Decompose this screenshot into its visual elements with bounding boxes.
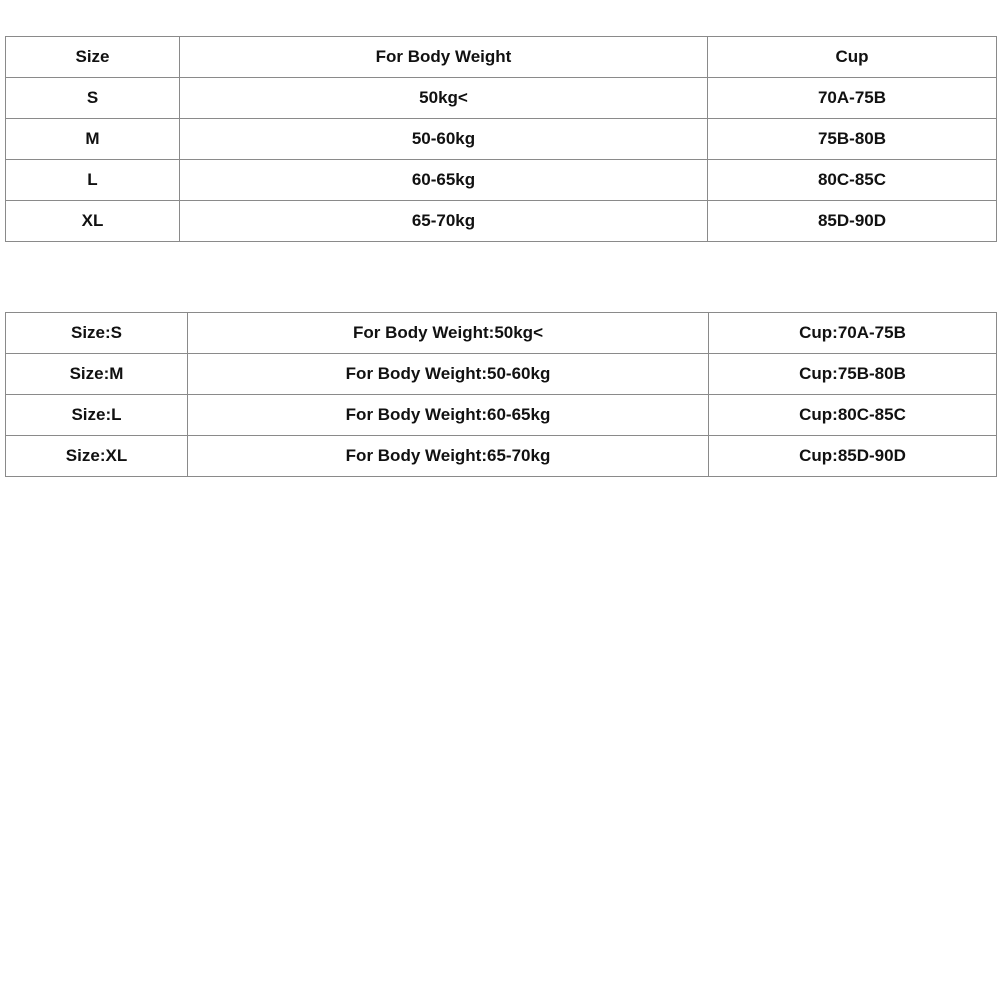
weight-cell: 65-70kg [180, 201, 708, 242]
weight-cell: 50-60kg [180, 119, 708, 160]
cup-cell: 80C-85C [708, 160, 997, 201]
size-cell: Size:L [6, 395, 188, 436]
size-cell: S [6, 78, 180, 119]
header-cup: Cup [708, 37, 997, 78]
table-row [6, 395, 997, 436]
cup-cell: 85D-90D [708, 201, 997, 242]
cup-cell: 70A-75B [708, 78, 997, 119]
weight-cell: 60-65kg [180, 160, 708, 201]
weight-cell: For Body Weight:50-60kg [188, 354, 709, 395]
size-cell: Size:S [6, 313, 188, 354]
table-row [6, 78, 997, 119]
table-row [6, 436, 997, 477]
header-size: Size [6, 37, 180, 78]
table-row [6, 313, 997, 354]
cup-cell: Cup:70A-75B [709, 313, 997, 354]
table-row [6, 201, 997, 242]
header-body-weight: For Body Weight [180, 37, 708, 78]
size-cell: XL [6, 201, 180, 242]
weight-cell: For Body Weight:65-70kg [188, 436, 709, 477]
table-row [6, 160, 997, 201]
cup-cell: Cup:80C-85C [709, 395, 997, 436]
weight-cell: For Body Weight:50kg< [188, 313, 709, 354]
table-header-row [6, 37, 997, 78]
size-cell: L [6, 160, 180, 201]
cup-cell: Cup:85D-90D [709, 436, 997, 477]
size-chart-table [5, 36, 997, 242]
size-cell: M [6, 119, 180, 160]
table-row [6, 119, 997, 160]
table-row [6, 354, 997, 395]
weight-cell: For Body Weight:60-65kg [188, 395, 709, 436]
size-cell: Size:M [6, 354, 188, 395]
cup-cell: 75B-80B [708, 119, 997, 160]
size-chart-labeled-table [5, 312, 997, 477]
size-cell: Size:XL [6, 436, 188, 477]
cup-cell: Cup:75B-80B [709, 354, 997, 395]
weight-cell: 50kg< [180, 78, 708, 119]
